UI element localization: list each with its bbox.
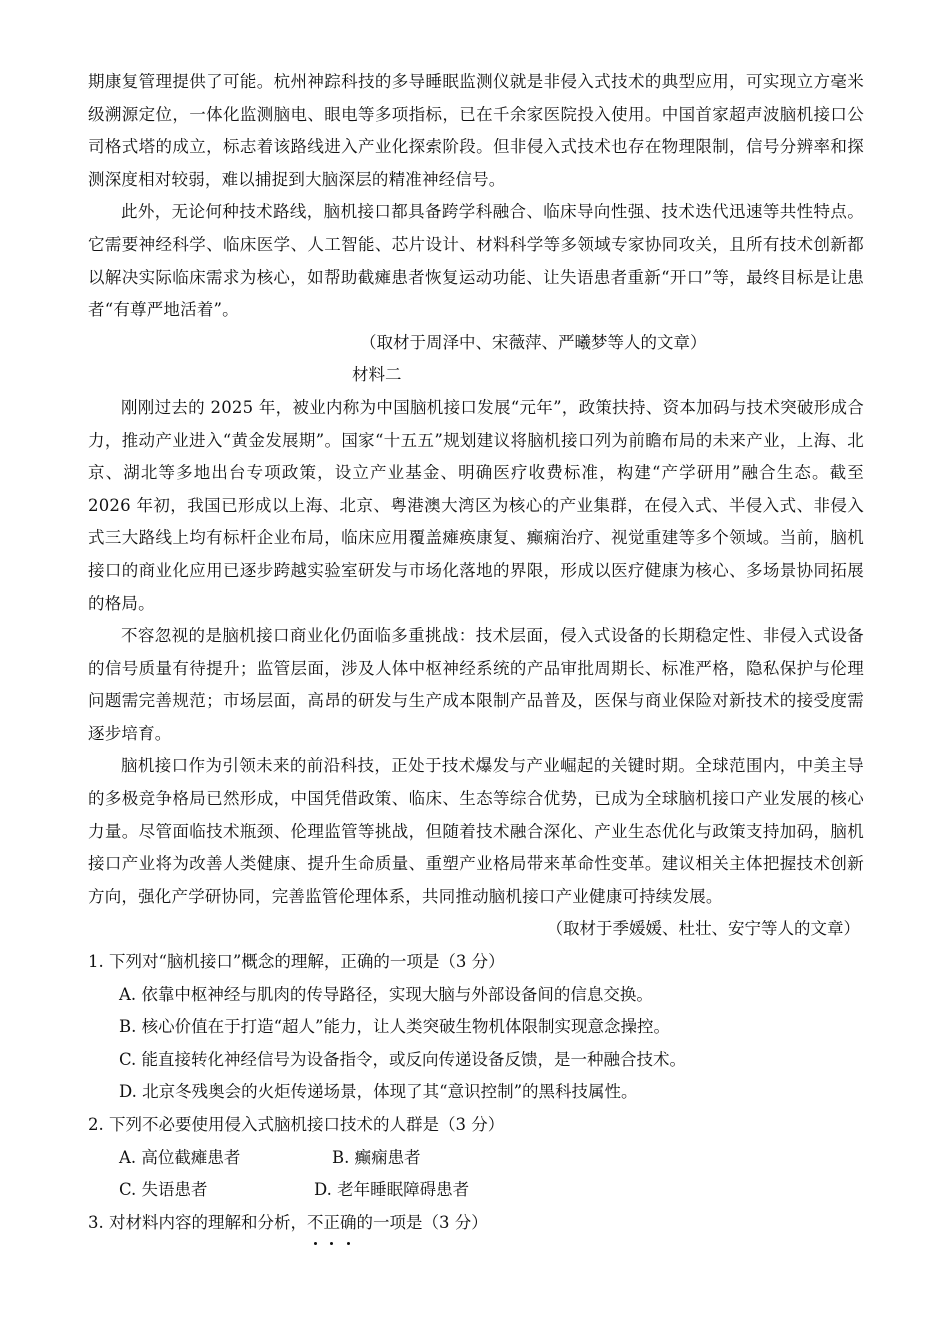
emphasis-char: 不 xyxy=(307,1207,324,1240)
question-3-stem-prefix: 3. 对材料内容的理解和分析， xyxy=(88,1212,307,1232)
material2-paragraph: 刚刚过去的 2025 年，被业内称为中国脑机接口发展“元年”，政策扶持、资本加码与技术突破形成合力，推动产业进入“黄金发展期”。国家“十五五”规划建议将脑机接口列为前瞻布局的未来产业，上海、北京、湖北等多地出台专项政策，设立产业基金、明确医疗收费标准，构建“产学研用”融合生态。截至 2026 年初，我国已形成以上海、北京、粤港澳大湾区为核心的产业集群，在侵入式、半侵入式、非侵入式三大路线上均有标杆企业布局，临床应用覆盖瘫痪康复、癫痫治疗、视觉重建等多个领域。当前，脑机接口的商业化应用已逐步跨越实验室研发与市场化落地的界限，形成以医疗健康为核心、多场景协同拓展的格局。 xyxy=(88,397,864,613)
question-1-stem: 1. 下列对“脑机接口”概念的理解，正确的一项是（3 分） xyxy=(88,952,505,972)
question-2-option-d: D. 老年睡眠障碍患者 xyxy=(314,1180,470,1200)
question-1-option-c: C. 能直接转化神经信号为设备指令，或反向传递设备反馈，是一种融合技术。 xyxy=(119,1049,687,1069)
exam-page xyxy=(88,66,864,1239)
material1-paragraph-continued: 期康复管理提供了可能。杭州神踪科技的多导睡眠监测仪就是非侵入式技术的典型应用，可实现立方毫米级溯源定位，一体化监测脑电、眼电等多项指标，已在千余家医院投入使用。中国首家超声波脑机接口公司格式塔的成立，标志着该路线进入产业化探索阶段。但非侵入式技术也存在物理限制，信号分辨率和探测深度相对较弱，难以捕捉到大脑深层的精准神经信号。 xyxy=(88,72,864,189)
question-1-option-b: B. 核心价值在于打造“超人”能力，让人类突破生物机体限制实现意念操控。 xyxy=(119,1017,670,1037)
material-heading: 材料二 xyxy=(352,365,402,385)
question-2-options-row-1 xyxy=(88,1142,864,1175)
question-1-option-d: D. 北京冬残奥会的火炬传递场景，体现了其“意识控制”的黑科技属性。 xyxy=(119,1082,638,1102)
emphasis-char: 确 xyxy=(340,1207,357,1240)
source-citation: （取材于季媛媛、杜壮、安宁等人的文章） xyxy=(546,919,860,939)
question-1-option-a: A. 依靠中枢神经与肌肉的传导路径，实现大脑与外部设备间的信息交换。 xyxy=(119,984,653,1004)
question-2-option-a: A. 高位截瘫患者 xyxy=(119,1147,241,1167)
material2-paragraph: 不容忽视的是脑机接口商业化仍面临多重挑战：技术层面，侵入式设备的长期稳定性、非侵入式设备的信号质量有待提升；监管层面，涉及人体中枢神经系统的产品审批周期长、标准严格，隐私保护与伦理问题需完善规范；市场层面，高昂的研发与生产成本限制产品普及，医保与商业保险对新技术的接受度需逐步培育。 xyxy=(88,626,864,743)
material2-paragraph: 脑机接口作为引领未来的前沿科技，正处于技术爆发与产业崛起的关键时期。全球范围内，中美主导的多极竞争格局已然形成，中国凭借政策、临床、生态等综合优势，已成为全球脑机接口产业发展的核心力量。尽管面临技术瓶颈、伦理监管等挑战，但随着技术融合深化、产业生态优化与政策支持加码，脑机接口产业将为改善人类健康、提升生命质量、重塑产业格局带来革命性变革。建议相关主体把握技术创新方向，强化产学研协同，完善监管伦理体系，共同推动脑机接口产业健康可持续发展。 xyxy=(88,756,864,906)
question-2-options-row-2 xyxy=(88,1174,864,1207)
question-2-option-c: C. 失语患者 xyxy=(119,1180,208,1200)
question-3-stem xyxy=(88,1207,864,1240)
question-3-stem-suffix: 的一项是（3 分） xyxy=(356,1212,488,1232)
question-2-option-b: B. 癫痫患者 xyxy=(332,1147,421,1167)
question-2-stem: 2. 下列不必要使用侵入式脑机接口技术的人群是（3 分） xyxy=(88,1115,505,1134)
emphasis-char: 正 xyxy=(324,1207,341,1240)
source-citation: （取材于周泽中、宋薇萍、严曦梦等人的文章） xyxy=(360,332,707,352)
material1-paragraph: 此外，无论何种技术路线，脑机接口都具备跨学科融合、临床导向性强、技术迭代迅速等共性特点。它需要神经科学、临床医学、人工智能、芯片设计、材料科学等多领域专家协同攻关，且所有技术创新都以解决实际临床需求为核心，如帮助截瘫患者恢复运动功能、让失语患者重新“开口”等，最终目标是让患者“有尊严地活着”。 xyxy=(88,202,864,320)
